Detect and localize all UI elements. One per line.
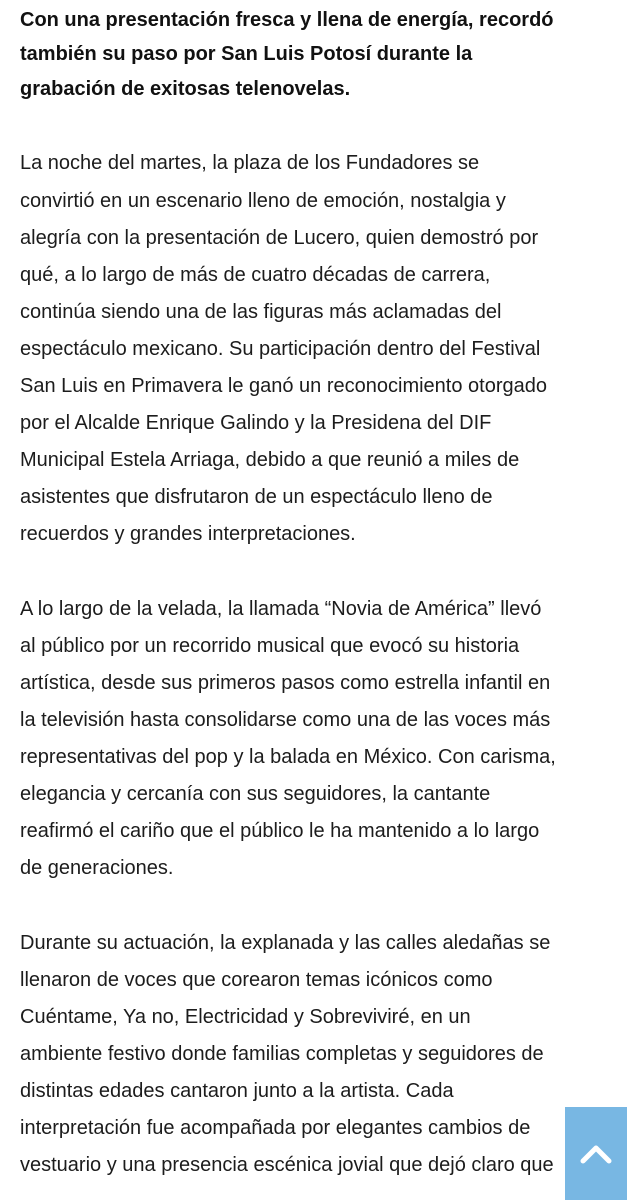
paragraph-line: elegancia y cercanía con sus seguidores, la cantante: [20, 783, 491, 805]
paragraph-line: representativas del pop y la balada en México. Con carisma,: [20, 746, 556, 768]
paragraph-line: reafirmó el cariño que el público le ha mantenido a lo largo: [20, 820, 540, 842]
paragraph-line: asistentes que disfrutaron de un espectáculo lleno de: [20, 486, 493, 508]
paragraph-line: distintas edades cantaron junto a la artista. Cada: [20, 1080, 454, 1102]
paragraph-line: A lo largo de la velada, la llamada “Novia de América” llevó: [20, 598, 542, 620]
paragraph-line: espectáculo mexicano. Su participación dentro del Festival: [20, 338, 541, 360]
paragraph-line: vestuario y una presencia escénica jovial que dejó claro que: [20, 1154, 554, 1176]
paragraph-line: La noche del martes, la plaza de los Fundadores se: [20, 152, 480, 174]
paragraph-line: recuerdos y grandes interpretaciones.: [20, 523, 356, 545]
paragraph-line: interpretación fue acompañada por elegantes cambios de: [20, 1117, 531, 1139]
chevron-up-icon: [579, 1143, 613, 1165]
paragraph-line: San Luis en Primavera le ganó un reconocimiento otorgado: [20, 375, 547, 397]
lead-line: Con una presentación fresca y llena de energía, recordó: [20, 9, 554, 31]
paragraph-line: llenaron de voces que corearon temas icónicos como: [20, 969, 493, 991]
lead-line: también su paso por San Luis Potosí durante la: [20, 43, 473, 65]
scroll-to-top-button[interactable]: [565, 1107, 627, 1200]
paragraph-line: por el Alcalde Enrique Galindo y la Presidena del DIF: [20, 412, 492, 434]
paragraph-line: Cuéntame, Ya no, Electricidad y Sobreviviré, en un: [20, 1006, 471, 1028]
paragraph-line: ambiente festivo donde familias completas y seguidores de: [20, 1043, 544, 1065]
paragraph-line: Municipal Estela Arriaga, debido a que reunió a miles de: [20, 449, 520, 471]
paragraph-line: convirtió en un escenario lleno de emoción, nostalgia y: [20, 190, 506, 212]
paragraph-line: alegría con la presentación de Lucero, quien demostró por: [20, 227, 539, 249]
paragraph-line: la televisión hasta consolidarse como una de las voces más: [20, 709, 551, 731]
paragraph-line: de generaciones.: [20, 857, 174, 879]
paragraph-line: artística, desde sus primeros pasos como estrella infantil en: [20, 672, 551, 694]
paragraph-line: Durante su actuación, la explanada y las calles aledañas se: [20, 932, 551, 954]
lead-line: grabación de exitosas telenovelas.: [20, 78, 351, 100]
paragraph-line: qué, a lo largo de más de cuatro décadas de carrera,: [20, 264, 491, 286]
paragraph-line: continúa siendo una de las figuras más aclamadas del: [20, 301, 502, 323]
paragraph-line: al público por un recorrido musical que evocó su historia: [20, 635, 520, 657]
